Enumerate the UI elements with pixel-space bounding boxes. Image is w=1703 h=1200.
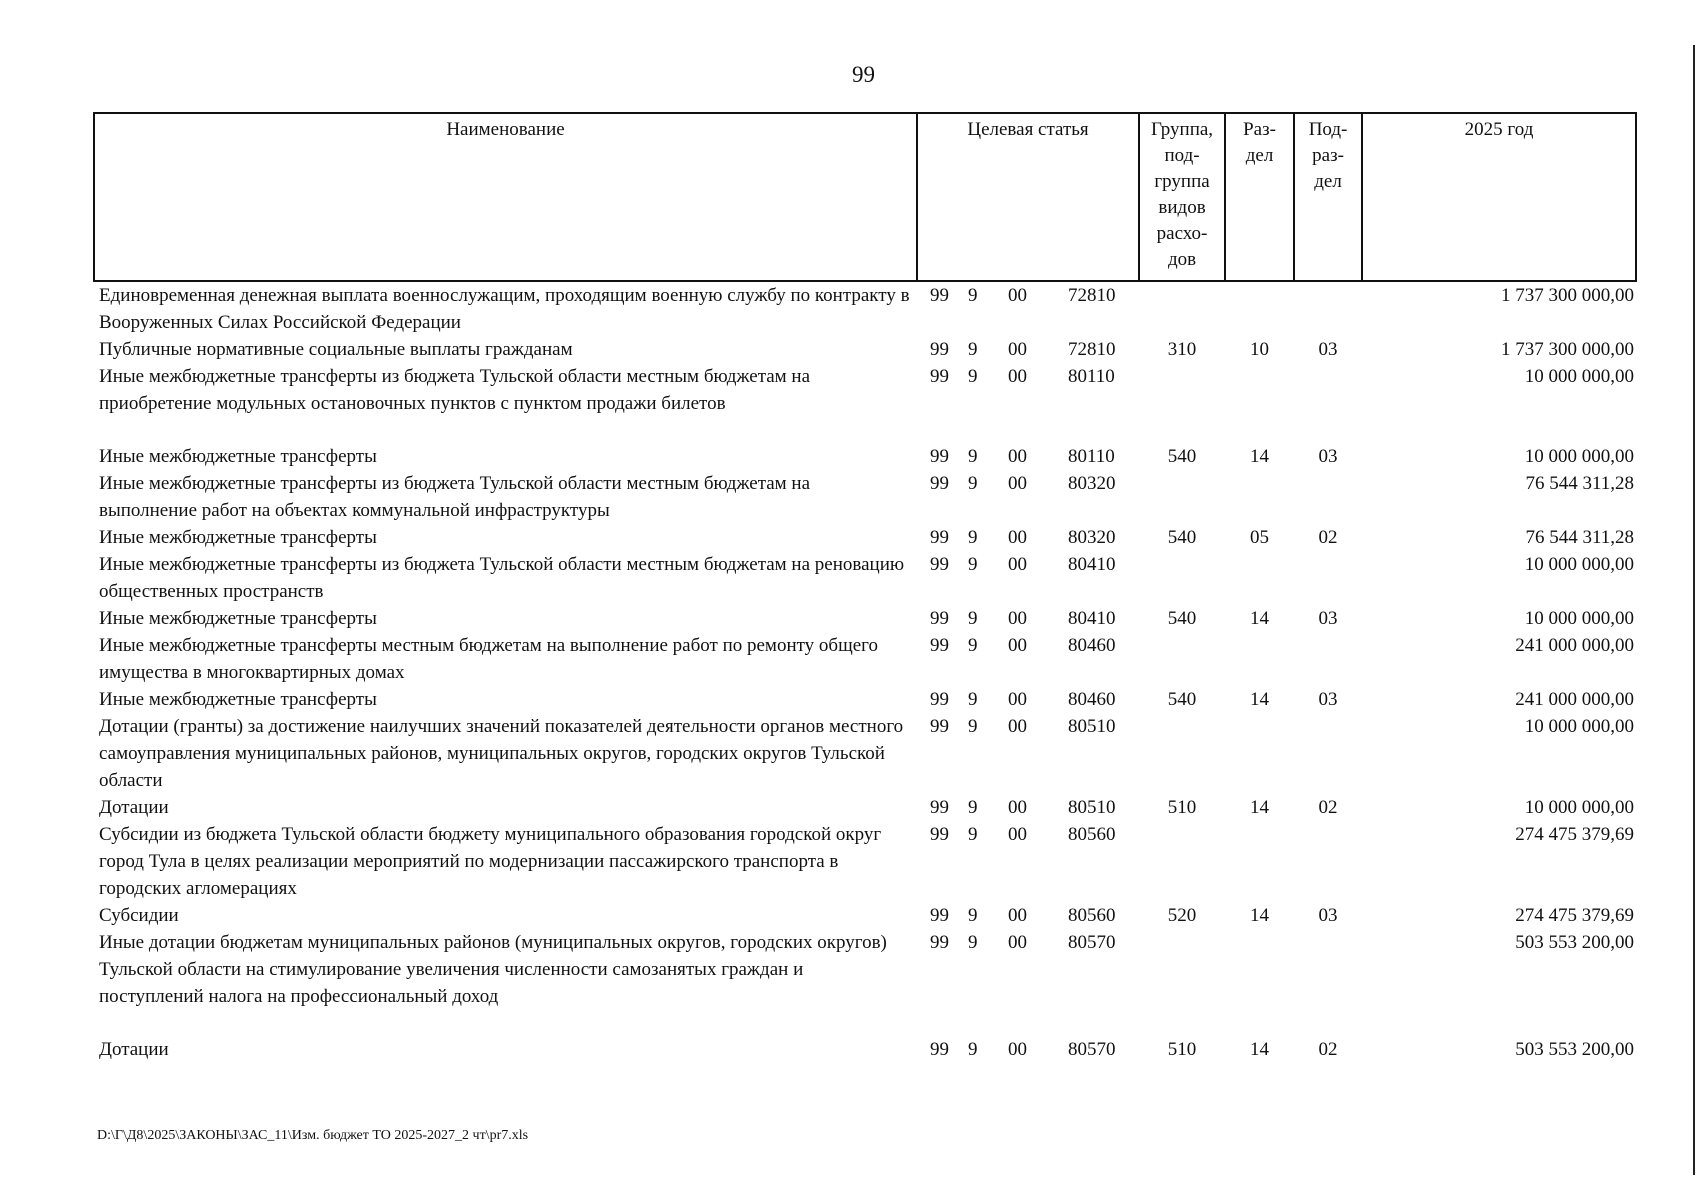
- subsection-code: [1294, 821, 1362, 902]
- amount-2025: 10 000 000,00: [1524, 797, 1635, 818]
- target-code-subprogram: 9: [968, 285, 978, 306]
- target-code-main: 00: [1008, 554, 1027, 575]
- target-code-program: 99: [930, 446, 949, 467]
- subsection-code: 02: [1318, 797, 1338, 818]
- table-row: [94, 902, 1636, 929]
- row-name: Иные межбюджетные трансферты: [99, 446, 377, 467]
- target-code-direction: 80320: [1068, 473, 1116, 494]
- target-code-subprogram: 9: [968, 689, 978, 710]
- target-code-program: 99: [930, 473, 949, 494]
- header-subsection: Под- раз- дел: [1294, 113, 1362, 281]
- target-code-main: 00: [1008, 473, 1027, 494]
- subsection-code: 02: [1318, 527, 1338, 548]
- target-code-main: 00: [1008, 797, 1027, 818]
- target-code-main: 00: [1008, 285, 1027, 306]
- target-code-subprogram: 9: [968, 473, 978, 494]
- expense-group: 520: [1167, 905, 1197, 926]
- target-code-main: 00: [1008, 905, 1027, 926]
- target-code-main: 00: [1008, 339, 1027, 360]
- row-name: Субсидии: [99, 905, 179, 926]
- target-code-direction: 80460: [1068, 689, 1116, 710]
- amount-2025: 241 000 000,00: [1515, 689, 1635, 710]
- row-name: Дотации: [99, 1039, 169, 1060]
- target-code-main: 00: [1008, 527, 1027, 548]
- target-code-program: 99: [930, 1039, 949, 1060]
- target-code-subprogram: 9: [968, 797, 978, 818]
- subsection-code: [1294, 281, 1362, 336]
- target-code-program: 99: [930, 527, 949, 548]
- expense-group: 310: [1167, 339, 1197, 360]
- target-code-main: 00: [1008, 932, 1027, 953]
- expense-group: 540: [1167, 689, 1197, 710]
- row-name: Единовременная денежная выплата военнослужащим, проходящим военную службу по контракту в Вооруженных Силах Российской Федерации: [99, 285, 910, 333]
- expense-group: 540: [1167, 446, 1197, 467]
- subsection-code: [1294, 713, 1362, 794]
- subsection-code: [1294, 470, 1362, 524]
- amount-2025: 10 000 000,00: [1524, 716, 1635, 737]
- target-code-subprogram: 9: [968, 446, 978, 467]
- section-code: 05: [1250, 527, 1270, 548]
- header-name: Наименование: [94, 113, 917, 281]
- target-code-program: 99: [930, 932, 949, 953]
- amount-2025: 1 737 300 000,00: [1501, 285, 1635, 306]
- row-name: Иные межбюджетные трансферты из бюджета Тульской области местным бюджетам на выполнение работ на объектах коммунальной инфраструктуры: [99, 473, 811, 521]
- target-code-subprogram: 9: [968, 905, 978, 926]
- target-code-program: 99: [930, 824, 949, 845]
- target-code-direction: 80510: [1068, 797, 1116, 818]
- target-code-program: 99: [930, 608, 949, 629]
- row-name: Иные межбюджетные трансферты: [99, 527, 377, 548]
- section-code: [1225, 281, 1294, 336]
- table-row: [94, 686, 1636, 713]
- target-code-main: 00: [1008, 608, 1027, 629]
- target-code-main: 00: [1008, 635, 1027, 656]
- table-row: [94, 605, 1636, 632]
- expense-group: [1139, 713, 1225, 794]
- target-code-main: 00: [1008, 689, 1027, 710]
- expense-group: 510: [1167, 797, 1197, 818]
- target-code-main: 00: [1008, 716, 1027, 737]
- target-code-direction: 80410: [1068, 554, 1116, 575]
- row-name: Иные межбюджетные трансферты: [99, 689, 377, 710]
- table-row: [94, 929, 1636, 1036]
- table-body: [94, 281, 1636, 1063]
- target-code-direction: 80460: [1068, 635, 1116, 656]
- amount-2025: 76 544 311,28: [1525, 473, 1635, 494]
- row-name: Иные межбюджетные трансферты: [99, 608, 377, 629]
- table-row: [94, 794, 1636, 821]
- table-row: [94, 336, 1636, 363]
- amount-2025: 503 553 200,00: [1515, 1039, 1635, 1060]
- table-row: [94, 1036, 1636, 1063]
- section-code: [1225, 929, 1294, 1036]
- row-name: Иные межбюджетные трансферты из бюджета Тульской области местным бюджетам на реновацию общественных пространств: [99, 554, 905, 602]
- header-group: Группа, под- группа видов расхо- дов: [1139, 113, 1225, 281]
- target-code-direction: 72810: [1068, 339, 1116, 360]
- section-code: [1225, 821, 1294, 902]
- target-code-program: 99: [930, 716, 949, 737]
- target-code-subprogram: 9: [968, 824, 978, 845]
- table-row: [94, 470, 1636, 524]
- row-name: Субсидии из бюджета Тульской области бюджету муниципального образования городской округ город Тула в целях реализации мероприятий по модернизации пассажирского транспорта в городских агломерациях: [99, 824, 882, 899]
- section-code: 14: [1250, 608, 1270, 629]
- table-header: [94, 113, 1636, 281]
- amount-2025: 10 000 000,00: [1524, 366, 1635, 387]
- header-target: Целевая статья: [917, 113, 1139, 281]
- target-code-subprogram: 9: [968, 1039, 978, 1060]
- amount-2025: 76 544 311,28: [1525, 527, 1635, 548]
- target-code-program: 99: [930, 797, 949, 818]
- table-row: [94, 524, 1636, 551]
- amount-2025: 10 000 000,00: [1524, 446, 1635, 467]
- section-code: [1225, 713, 1294, 794]
- expense-group: 510: [1167, 1039, 1197, 1060]
- target-code-program: 99: [930, 554, 949, 575]
- target-code-main: 00: [1008, 366, 1027, 387]
- amount-2025: 241 000 000,00: [1515, 635, 1635, 656]
- section-code: 14: [1250, 1039, 1270, 1060]
- target-code-subprogram: 9: [968, 554, 978, 575]
- expense-group: 540: [1167, 527, 1197, 548]
- amount-2025: 10 000 000,00: [1524, 608, 1635, 629]
- subsection-code: [1294, 363, 1362, 443]
- amount-2025: 1 737 300 000,00: [1501, 339, 1635, 360]
- subsection-code: 02: [1318, 1039, 1338, 1060]
- target-code-direction: 80560: [1068, 824, 1116, 845]
- target-code-direction: 80510: [1068, 716, 1116, 737]
- expense-group: [1139, 821, 1225, 902]
- budget-table: [93, 112, 1637, 1063]
- target-code-program: 99: [930, 689, 949, 710]
- header-section: Раз- дел: [1225, 113, 1294, 281]
- subsection-code: 03: [1318, 608, 1338, 629]
- row-name: Иные межбюджетные трансферты местным бюджетам на выполнение работ по ремонту общего имущества в многоквартирных домах: [99, 635, 878, 683]
- subsection-code: 03: [1318, 689, 1338, 710]
- target-code-subprogram: 9: [968, 635, 978, 656]
- target-code-direction: 80570: [1068, 1039, 1116, 1060]
- target-code-program: 99: [930, 905, 949, 926]
- row-name: Иные дотации бюджетам муниципальных районов (муниципальных округов, городских округов) Тульской области на стимулирование увеличения численности самозанятых граждан и поступлений налога на профессиональный доход: [99, 932, 887, 1007]
- target-code-program: 99: [930, 366, 949, 387]
- target-code-program: 99: [930, 635, 949, 656]
- table-row: [94, 281, 1636, 336]
- target-code-subprogram: 9: [968, 339, 978, 360]
- table-row: [94, 632, 1636, 686]
- target-code-direction: 72810: [1068, 285, 1116, 306]
- amount-2025: 503 553 200,00: [1515, 932, 1635, 953]
- target-code-subprogram: 9: [968, 527, 978, 548]
- page-edge-line: [1693, 45, 1695, 1175]
- expense-group: 540: [1167, 608, 1197, 629]
- header-year: 2025 год: [1362, 113, 1636, 281]
- target-code-program: 99: [930, 339, 949, 360]
- expense-group: [1139, 281, 1225, 336]
- expense-group: [1139, 929, 1225, 1036]
- subsection-code: 03: [1318, 339, 1338, 360]
- page-number: 99: [852, 62, 875, 87]
- expense-group: [1139, 551, 1225, 605]
- target-code-main: 00: [1008, 1039, 1027, 1060]
- table-row: [94, 363, 1636, 443]
- subsection-code: [1294, 551, 1362, 605]
- section-code: [1225, 470, 1294, 524]
- target-code-main: 00: [1008, 824, 1027, 845]
- target-code-direction: 80110: [1068, 366, 1115, 387]
- target-code-subprogram: 9: [968, 608, 978, 629]
- subsection-code: 03: [1318, 446, 1338, 467]
- section-code: 14: [1250, 905, 1270, 926]
- section-code: [1225, 551, 1294, 605]
- subsection-code: 03: [1318, 905, 1338, 926]
- section-code: 14: [1250, 446, 1270, 467]
- row-name: Публичные нормативные социальные выплаты гражданам: [99, 339, 573, 360]
- expense-group: [1139, 363, 1225, 443]
- amount-2025: 274 475 379,69: [1515, 905, 1635, 926]
- table-row: [94, 443, 1636, 470]
- section-code: 14: [1250, 797, 1270, 818]
- target-code-main: 00: [1008, 446, 1027, 467]
- target-code-direction: 80570: [1068, 932, 1116, 953]
- table-row: [94, 713, 1636, 794]
- footer-file-path: D:\Г\Д8\2025\ЗАКОНЫ\ЗАС_11\Изм. бюджет ТО 2025-2027_2 чт\pr7.xls: [97, 1128, 529, 1143]
- target-code-direction: 80320: [1068, 527, 1116, 548]
- amount-2025: 10 000 000,00: [1524, 554, 1635, 575]
- table-row: [94, 821, 1636, 902]
- target-code-direction: 80110: [1068, 446, 1115, 467]
- section-code: 14: [1250, 689, 1270, 710]
- target-code-subprogram: 9: [968, 932, 978, 953]
- subsection-code: [1294, 929, 1362, 1036]
- section-code: [1225, 632, 1294, 686]
- expense-group: [1139, 632, 1225, 686]
- target-code-subprogram: 9: [968, 716, 978, 737]
- target-code-direction: 80560: [1068, 905, 1116, 926]
- table-row: [94, 551, 1636, 605]
- row-name: Иные межбюджетные трансферты из бюджета Тульской области местным бюджетам на приобретение модульных остановочных пунктов с пунктом продажи билетов: [99, 366, 811, 414]
- expense-group: [1139, 470, 1225, 524]
- target-code-direction: 80410: [1068, 608, 1116, 629]
- subsection-code: [1294, 632, 1362, 686]
- row-name: Дотации (гранты) за достижение наилучших значений показателей деятельности органов местного самоуправления муниципальных районов, муниципальных округов, городских округов Тульской области: [99, 716, 904, 791]
- target-code-subprogram: 9: [968, 366, 978, 387]
- target-code-program: 99: [930, 285, 949, 306]
- section-code: 10: [1250, 339, 1270, 360]
- row-name: Дотации: [99, 797, 169, 818]
- amount-2025: 274 475 379,69: [1515, 824, 1635, 845]
- section-code: [1225, 363, 1294, 443]
